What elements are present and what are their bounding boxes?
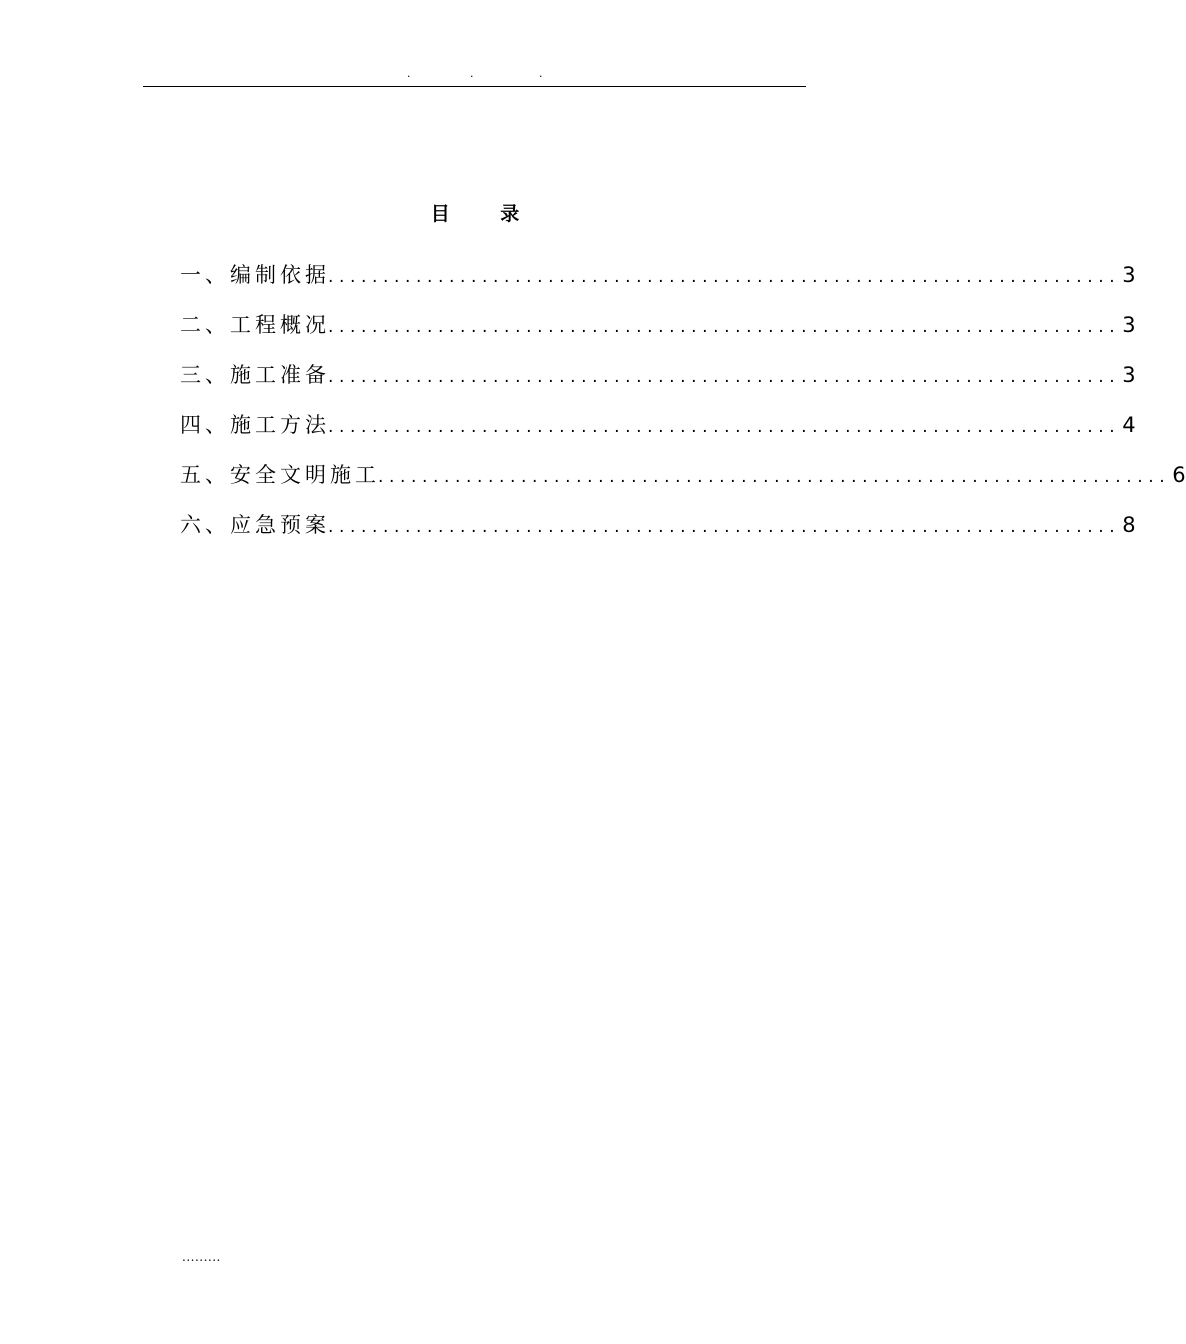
toc-entry-page: 3: [1122, 263, 1136, 287]
toc-entry-page: 3: [1122, 313, 1136, 337]
toc-entry[interactable]: [180, 408, 1136, 458]
toc-entry-page: 3: [1122, 363, 1136, 387]
toc-title: 目 录: [430, 203, 542, 225]
toc-entry-label: 一、编制依据: [180, 263, 330, 287]
header-dot: .: [539, 67, 543, 80]
toc-entry[interactable]: [180, 458, 1186, 508]
toc-dot-leader: ........................................................................: [328, 367, 1121, 387]
toc-dot-leader: ........................................................................: [328, 317, 1121, 337]
toc-dot-leader: ........................................................................: [328, 267, 1121, 287]
toc-entry-label: 三、施工准备: [180, 363, 330, 387]
toc-entry-label: 六、应急预案: [180, 513, 330, 537]
toc-entry[interactable]: [180, 508, 1136, 558]
toc-entry[interactable]: [180, 258, 1136, 308]
page-header: [0, 66, 950, 82]
header-dot: .: [407, 67, 411, 80]
toc-entry-label: 四、施工方法: [180, 413, 330, 437]
header-dot: .: [470, 67, 474, 80]
toc-dot-leader: ........................................................................: [328, 517, 1121, 537]
toc-entry[interactable]: [180, 358, 1136, 408]
toc-dot-leader: ........................................................................: [378, 467, 1171, 487]
toc-entry-page: 6: [1172, 463, 1186, 487]
toc-entry-label: 五、安全文明施工: [180, 463, 380, 487]
toc-entry-page: 4: [1122, 413, 1136, 437]
toc-entry-page: 8: [1122, 513, 1136, 537]
toc-entry-label: 二、工程概况: [180, 313, 330, 337]
page-footer: .........: [182, 1250, 221, 1264]
toc-entry[interactable]: [180, 308, 1136, 358]
header-divider: [143, 86, 806, 87]
table-of-contents: [180, 258, 1186, 558]
toc-dot-leader: ........................................................................: [328, 417, 1121, 437]
